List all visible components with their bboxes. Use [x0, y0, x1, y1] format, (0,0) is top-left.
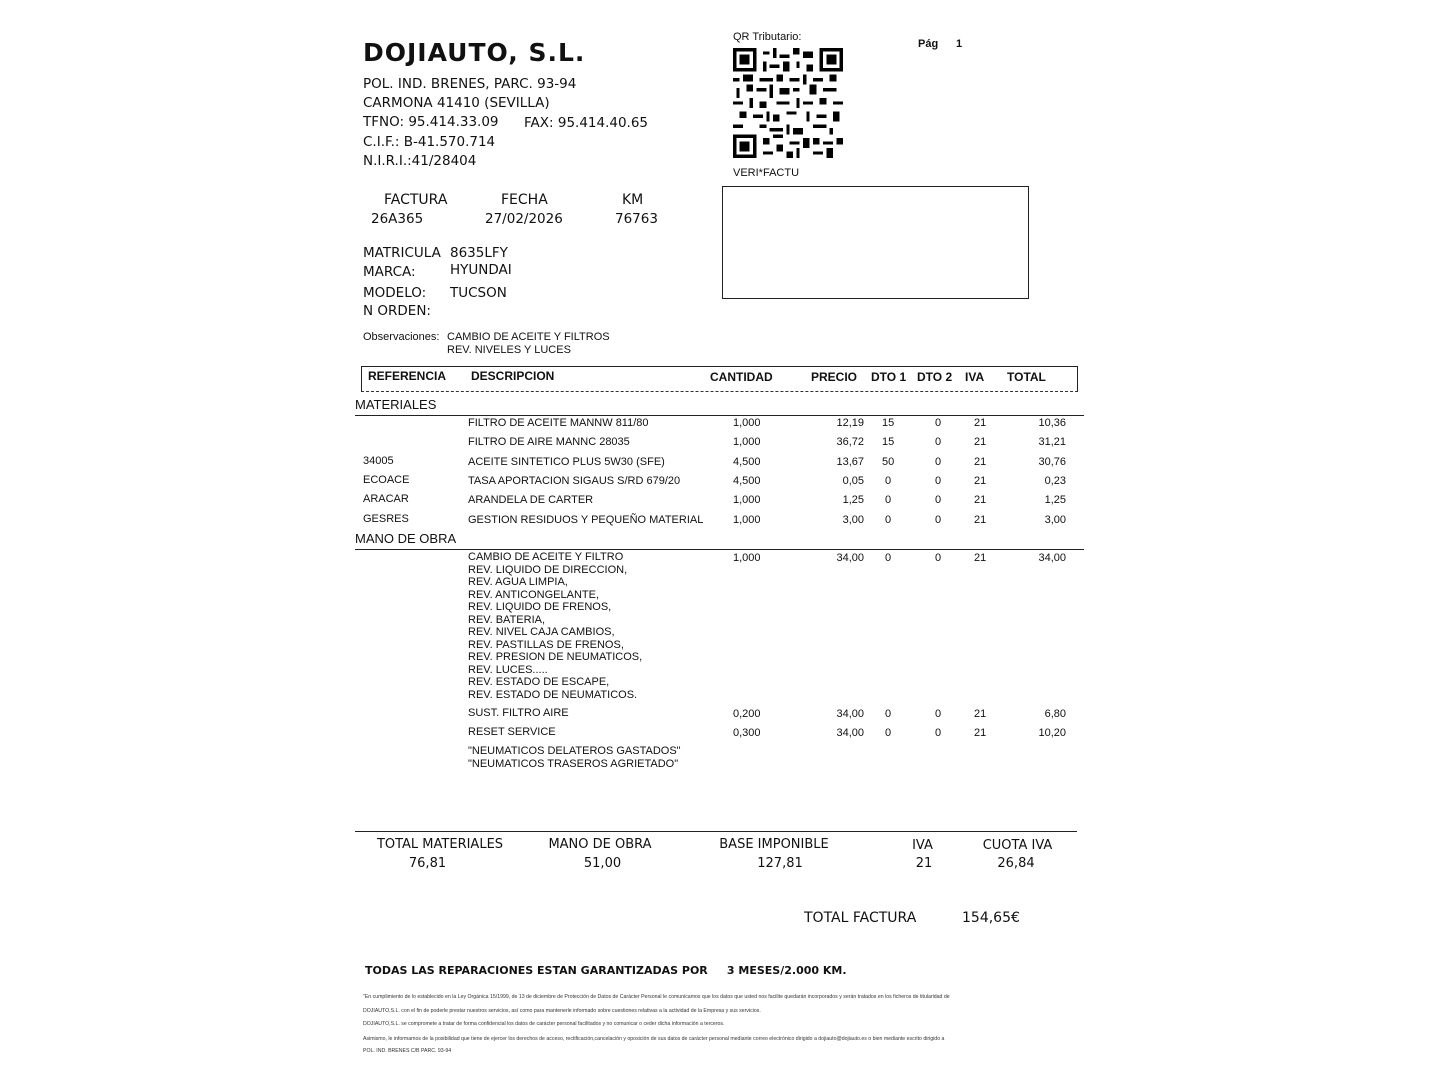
section-divider: [355, 415, 1084, 416]
row-reference: GESRES: [363, 513, 409, 525]
qr-code-icon: [733, 48, 843, 158]
base-imponible-label: BASE IMPONIBLE: [719, 837, 829, 852]
row-price: 3,00: [842, 514, 864, 526]
row-reference: ECOACE: [363, 474, 410, 486]
labor-line: REV. PRESION DE NEUMATICOS,: [468, 651, 643, 663]
total-factura-value: 154,65€: [962, 910, 1020, 926]
legal-text: DOJIAUTO,S.L. se compromete a tratar de forma confidencial los datos de carácter personal facilitados y no comunicar o ceder dicha información a terceros.: [363, 1021, 725, 1027]
col-header-dto2: DTO 2: [917, 370, 953, 384]
observations-line: REV. NIVELES Y LUCES: [447, 344, 571, 356]
row-price: 34,00: [836, 727, 864, 739]
row-iva: 21: [974, 456, 987, 468]
row-quantity: 4,500: [733, 456, 761, 468]
row-description: FILTRO DE ACEITE MANNW 811/80: [468, 417, 649, 429]
row-iva: 21: [974, 436, 987, 448]
observations-line: CAMBIO DE ACEITE Y FILTROS: [447, 331, 610, 343]
labor-line: REV. LIQUIDO DE FRENOS,: [468, 601, 612, 613]
factura-label: FACTURA: [384, 192, 448, 208]
company-name: DOJIAUTO, S.L.: [363, 38, 586, 67]
company-phone: TFNO: 95.414.33.09: [363, 114, 499, 130]
section-materiales: MATERIALES: [355, 397, 437, 412]
labor-line: REV. LUCES.....: [468, 663, 548, 676]
matricula-value: 8635LFY: [450, 245, 508, 261]
factura-number: 26A365: [371, 211, 424, 227]
row-iva: 21: [974, 514, 987, 526]
labor-line: REV. ANTICONGELANTE,: [468, 588, 600, 601]
mano-obra-label: MANO DE OBRA: [548, 837, 652, 852]
row-dto2: 0: [935, 417, 942, 429]
verifactu-label: VERI*FACTU: [733, 167, 800, 179]
fecha-label: FECHA: [501, 192, 548, 208]
col-header-iva: IVA: [965, 370, 985, 384]
page-number: 1: [956, 38, 963, 50]
row-total: 31,21: [1038, 436, 1066, 448]
row-iva: 21: [974, 494, 987, 506]
iva-value: 21: [915, 856, 933, 871]
row-total: 0,23: [1044, 475, 1066, 487]
qr-label: QR Tributario:: [733, 31, 802, 43]
col-header-precio: PRECIO: [811, 370, 858, 384]
row-description: RESET SERVICE: [468, 726, 556, 738]
row-dto1: 15: [882, 436, 895, 448]
company-niri: N.I.R.I.:41/28404: [363, 153, 477, 169]
row-dto2: 0: [935, 456, 942, 468]
row-price: 34,00: [836, 552, 864, 564]
company-address-line1: POL. IND. BRENES, PARC. 93-94: [363, 76, 577, 92]
legal-text: Asimismo, le informamos de la posibilidad que tiene de ejercer los derechos de acceso, rectificación,cancelación y oposición de sus datos de carácter personal mediante correo electrónico dirigido a dojiauto@dojiauto.es o bien mediante escrito dirigido a: [363, 1036, 945, 1042]
total-factura-label: TOTAL FACTURA: [804, 910, 917, 926]
orden-label: N ORDEN:: [363, 303, 431, 319]
row-price: 13,67: [836, 456, 864, 468]
row-iva: 21: [974, 475, 987, 487]
legal-text: POL. IND. BRENES C/B PARC. 93-94: [363, 1048, 452, 1054]
col-header-total: TOTAL: [1007, 370, 1046, 384]
legal-text: "En cumplimiento de lo establecido en la Ley Orgánica 15/1999, de 13 de diciembre de Protección de Datos de Carácter Personal le comunicamos que los datos que usted nos facilite quedarán incorporados y serán tratados en los ficheros de titularidad de: [363, 994, 950, 1000]
col-header-descripcion: DESCRIPCION: [471, 369, 555, 383]
row-total: 3,00: [1044, 514, 1066, 526]
row-description: GESTION RESIDUOS Y PEQUEÑO MATERIAL: [468, 514, 704, 526]
col-header-cantidad: CANTIDAD: [710, 370, 773, 384]
cuota-iva-label: CUOTA IVA: [982, 838, 1053, 853]
row-total: 30,76: [1038, 456, 1066, 468]
row-price: 34,00: [836, 708, 864, 720]
row-dto2: 0: [935, 436, 942, 448]
modelo-label: MODELO:: [363, 285, 427, 301]
base-imponible-value: 127,81: [757, 856, 803, 871]
row-reference: 34005: [363, 455, 394, 467]
row-description: ARANDELA DE CARTER: [468, 494, 594, 506]
labor-line: REV. PASTILLAS DE FRENOS,: [468, 638, 624, 651]
row-dto2: 0: [935, 552, 942, 564]
mano-obra-value: 51,00: [583, 856, 622, 871]
row-dto2: 0: [935, 727, 942, 739]
row-price: 12,19: [836, 417, 864, 429]
row-reference: ARACAR: [363, 493, 409, 505]
row-description: ACEITE SINTETICO PLUS 5W30 (SFE): [468, 456, 665, 468]
total-materiales-value: 76,81: [408, 856, 447, 871]
row-total: 1,25: [1044, 494, 1066, 506]
row-quantity: 4,500: [733, 475, 761, 487]
row-quantity: 1,000: [733, 514, 761, 526]
row-total: 34,00: [1038, 552, 1066, 564]
marca-value: HYUNDAI: [450, 262, 512, 278]
row-dto1: 0: [885, 727, 892, 739]
row-quantity: 0,200: [733, 708, 761, 720]
page-label: Pág: [918, 38, 939, 50]
row-price: 36,72: [836, 436, 864, 448]
labor-line: REV. BATERIA,: [468, 613, 546, 626]
labor-line: REV. ESTADO DE NEUMATICOS.: [468, 688, 638, 701]
row-dto1: 0: [885, 708, 892, 720]
row-quantity: 1,000: [733, 436, 761, 448]
row-iva: 21: [974, 417, 987, 429]
col-header-referencia: REFERENCIA: [368, 369, 447, 383]
matricula-label: MATRICULA: [363, 245, 441, 261]
section-mano-de-obra: MANO DE OBRA: [355, 531, 457, 546]
row-dto1: 15: [882, 417, 895, 429]
totals-divider: [355, 831, 1077, 832]
marca-label: MARCA:: [363, 264, 416, 280]
row-dto2: 0: [935, 475, 942, 487]
observations-label: Observaciones:: [363, 331, 440, 343]
row-description: FILTRO DE AIRE MANNC 28035: [468, 436, 630, 448]
row-total: 6,80: [1044, 708, 1066, 720]
total-materiales-label: TOTAL MATERIALES: [376, 837, 504, 852]
row-total: 10,36: [1038, 417, 1066, 429]
row-iva: 21: [974, 727, 987, 739]
row-quantity: 1,000: [733, 417, 761, 429]
guarantee-text: TODAS LAS REPARACIONES ESTAN GARANTIZADAS POR 3 MESES/2.000 KM.: [365, 964, 847, 977]
client-address-box: [722, 186, 1029, 299]
note-line: "NEUMATICOS TRASEROS AGRIETADO": [468, 758, 679, 770]
row-dto2: 0: [935, 708, 942, 720]
row-description: SUST. FILTRO AIRE: [468, 707, 569, 719]
cuota-iva-value: 26,84: [997, 856, 1035, 871]
row-description: TASA APORTACION SIGAUS S/RD 679/20: [468, 475, 681, 487]
row-dto2: 0: [935, 494, 942, 506]
labor-line: REV. ESTADO DE ESCAPE,: [468, 676, 610, 688]
legal-text: DOJIAUTO,S.L. con el fin de poderle prestar nuestros servicios, así como para mantenerle informado sobre cuestiones relativas a la actividad de la Empresa y sus servicios.: [363, 1008, 761, 1014]
row-dto1: 0: [885, 475, 892, 487]
row-dto1: 0: [885, 552, 892, 564]
row-iva: 21: [974, 708, 987, 720]
fecha-value: 27/02/2026: [485, 211, 563, 227]
row-dto2: 0: [935, 514, 942, 526]
company-fax: FAX: 95.414.40.65: [524, 115, 649, 131]
row-total: 10,20: [1038, 727, 1066, 739]
row-dto1: 0: [885, 514, 892, 526]
labor-line: REV. LIQUIDO DE DIRECCION,: [468, 563, 628, 576]
col-header-dto1: DTO 1: [871, 370, 907, 384]
company-address-line2: CARMONA 41410 (SEVILLA): [363, 95, 550, 111]
labor-line: REV. AGUA LIMPIA,: [468, 576, 568, 588]
row-price: 0,05: [842, 475, 864, 487]
labor-description-block: [468, 551, 642, 701]
section-divider: [355, 549, 1084, 550]
iva-label: IVA: [912, 838, 933, 853]
row-dto1: 50: [882, 456, 895, 468]
note-line: "NEUMATICOS DELATEROS GASTADOS": [468, 745, 681, 757]
modelo-value: TUCSON: [450, 285, 507, 301]
km-label: KM: [622, 192, 644, 208]
company-cif: C.I.F.: B-41.570.714: [363, 134, 496, 150]
row-quantity: 0,300: [733, 727, 761, 739]
row-iva: 21: [974, 552, 987, 564]
row-quantity: 1,000: [733, 552, 761, 564]
km-value: 76763: [615, 211, 658, 227]
labor-line: REV. NIVEL CAJA CAMBIOS,: [468, 626, 615, 638]
row-price: 1,25: [842, 494, 864, 506]
row-dto1: 0: [885, 494, 892, 506]
labor-line: CAMBIO DE ACEITE Y FILTRO: [468, 551, 624, 563]
row-quantity: 1,000: [733, 494, 761, 506]
